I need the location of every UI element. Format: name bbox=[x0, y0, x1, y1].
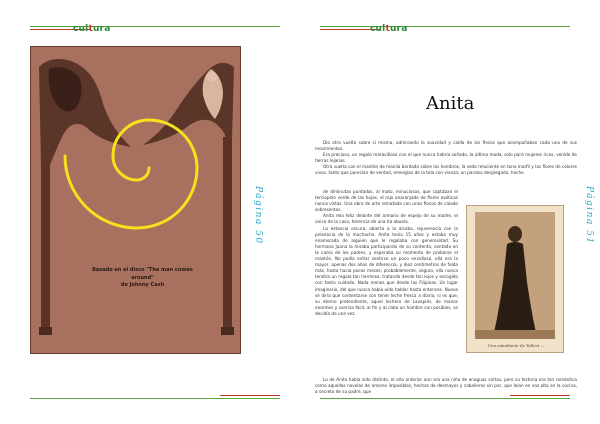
bottom-rule bbox=[320, 398, 570, 399]
brand-logo: cultura bbox=[370, 24, 408, 34]
paragraph: Era precioso, un regalo maravilloso con el que nunca habría soñado, la última moda, solo para mujeres ricas, venido de tierras lejanas. bbox=[315, 152, 577, 164]
vintage-photo bbox=[466, 205, 564, 353]
top-rule bbox=[30, 26, 280, 27]
page-number-label: Página 51 bbox=[584, 186, 594, 245]
paragraph: Anita rela feliz delante del armario de espejo de su madre, el único de la casa, herencia de una tía abuela. bbox=[315, 213, 458, 225]
paragraph: de diminutas puntadas, al mato, minuciosas, que captaban el terciopelo verde de las hojas, el rojo anaranjado de flores exóticas nunca vistas. Una obra de arte rematada con unos flecos de calado sobresentos. bbox=[315, 189, 458, 213]
photo-image bbox=[475, 212, 555, 339]
article-body-top bbox=[315, 140, 577, 177]
top-rule bbox=[320, 26, 570, 27]
bottom-rule bbox=[30, 398, 280, 399]
illustration-caption bbox=[80, 267, 205, 290]
paragraph: Dio otra vuelta sobre sí misma, admirando la suavidad y caída de los flecos que acompañaban cada uno de sus movimientos. bbox=[315, 140, 577, 152]
caption-line-1: Basado en el disco "The man comes around" bbox=[92, 267, 193, 281]
arch-illustration bbox=[31, 47, 241, 354]
caption-line-2: de Johnny Cash bbox=[120, 282, 165, 288]
paragraph: Otra vuelta con el mantón de manila bordado sobre los hombros, la seda reluciente en tono marfil y las flores de colores vivos, tanto que parecían de verdad, emergían de la tela con viveza; un paraíso desplegado, hecho bbox=[315, 164, 577, 176]
brand-logo: cultura bbox=[73, 24, 111, 34]
article-title: Anita bbox=[426, 93, 475, 114]
right-page bbox=[300, 0, 600, 424]
paragraph: La estancia oscura, abierta a la alcoba, rejuvenecía con la presencia de la muchacha. Anita tenía 15 años y estaba muy enamorada de alguien que le regalaba con generosidad. Su hermana Juana la miraba participando de su contento, sentada en la cama de los padres, y esperaba su momento de probarse el mantón. No podía evitar sentirse un poco envidiosa, ella era la mayor, apenas dos años de diferencia, y diez centímetros de falda más, hasta hacía pocos meses; probablemente, seguro, ella nunca tendría un regalo tan hermoso, tratando desde tan lejos y escogido con tanto cuidado. Nada menos que desde las Filipinas. Un lugar imaginario, del que nunca había oído hablar hasta entonces. Nueva se diría que contentarse con tener leche fresca a diario, si es que, su eterno pretendiente, aquel lechero de Lavapiés, de manos enormes y sonrisa fácil, al fin y al cabo un hombre con posibles, se decidía de una vez. bbox=[315, 225, 458, 316]
photo-caption: Una estudiante de Tallert ... bbox=[487, 343, 545, 348]
page-number-label: Página 50 bbox=[253, 186, 263, 245]
article-body-bottom bbox=[315, 377, 577, 395]
cover-illustration bbox=[30, 46, 241, 354]
bottom-rule-accent bbox=[220, 395, 280, 396]
paragraph: Lo de Anita había sido distinto, el año anterior aún era una niña de enaguas cortas, pero su historia era tan romántica como aquellas novelas de amores imposibles, hechas de desmayos y caballeros sin par, que leían en voz alta en la cocina, a secreto de su padre, que bbox=[315, 377, 577, 395]
article-body-column bbox=[315, 189, 458, 377]
bottom-rule-accent bbox=[510, 395, 570, 396]
woman-portrait-image bbox=[475, 212, 555, 339]
